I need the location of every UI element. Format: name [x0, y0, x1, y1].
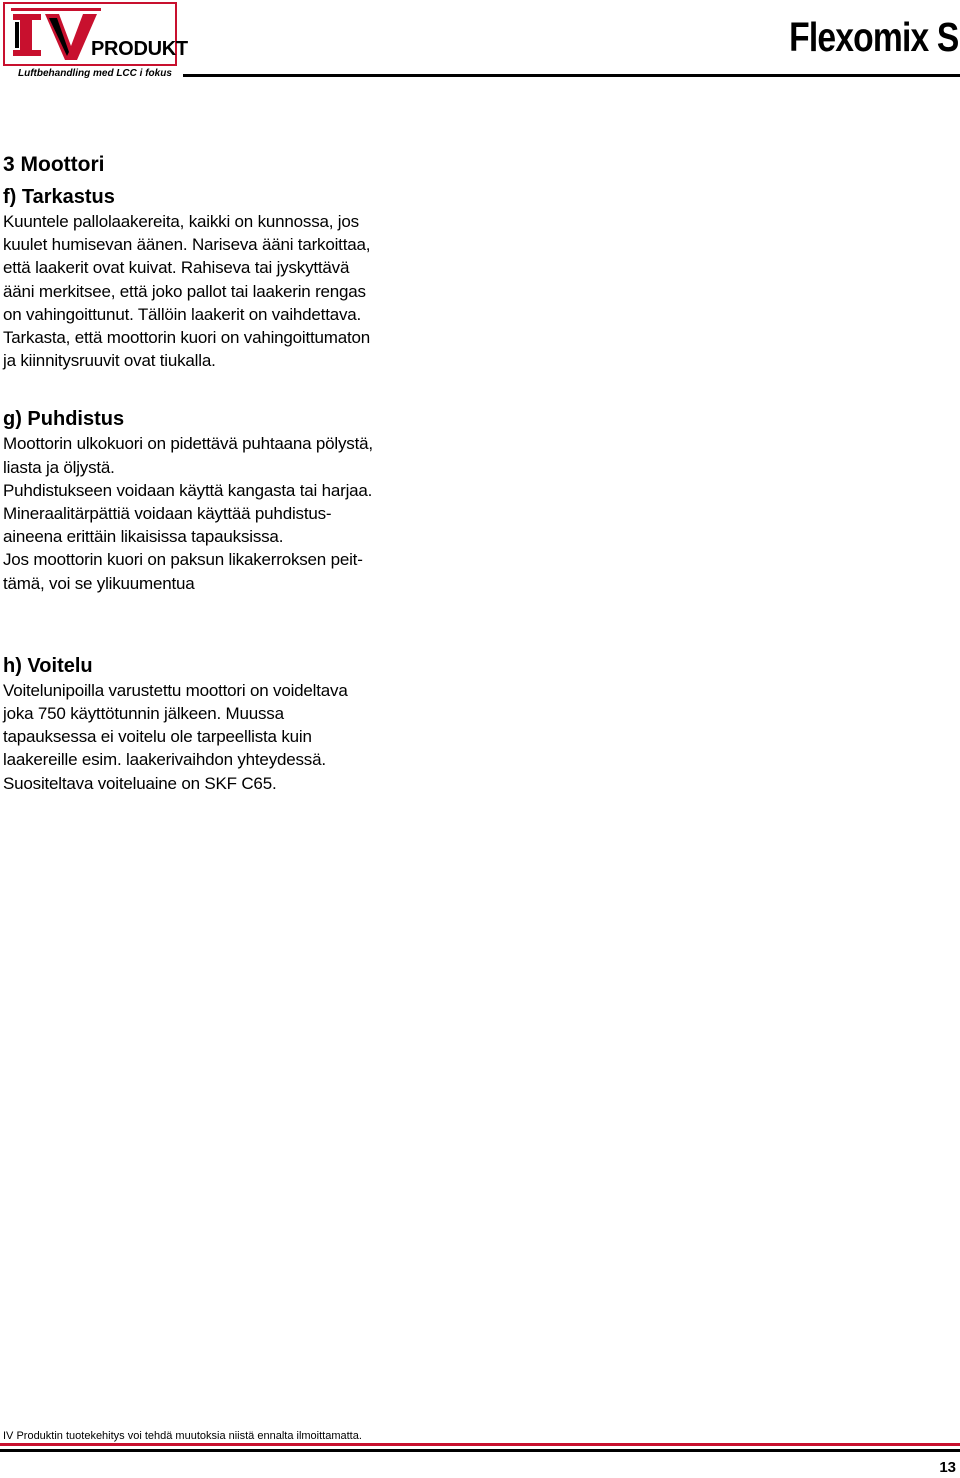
- body-line: ja kiinnitysruuvit ovat tiukalla.: [3, 351, 216, 371]
- body-line: laakereille esim. laakerivaihdon yhteydessä.: [3, 750, 326, 770]
- header-divider: [183, 74, 960, 77]
- document-content: [3, 150, 523, 795]
- body-line: Moottorin ulkokuori on pidettävä puhtaana pölystä,: [3, 434, 373, 454]
- spacer: [3, 595, 523, 653]
- body-line: Mineraalitärpättiä voidaan käyttää puhdistus-: [3, 504, 332, 524]
- section-lubrication: [3, 653, 523, 795]
- body-line: joka 750 käyttötunnin jälkeen. Muussa: [3, 704, 284, 724]
- body-line: ääni merkitsee, että joko pallot tai laakerin rengas: [3, 281, 366, 301]
- body-line: Jos moottorin kuori on paksun likakerroksen peit-: [3, 550, 363, 570]
- chapter-title: 3 Moottori: [3, 153, 105, 176]
- section-title: g) Puhdistus: [3, 408, 125, 431]
- footer-disclaimer: IV Produktin tuotekehitys voi tehdä muutoksia niistä ennalta ilmoittamatta.: [3, 1430, 362, 1442]
- product-title: Flexomix S: [788, 14, 958, 60]
- company-tagline: Luftbehandling med LCC i fokus: [18, 68, 172, 79]
- spacer: [3, 372, 523, 406]
- body-line: liasta ja öljystä.: [3, 457, 115, 477]
- body-line: aineena erittäin likaisissa tapauksissa.: [3, 527, 284, 547]
- section-inspection: [3, 184, 523, 372]
- section-title: h) Voitelu: [3, 654, 93, 677]
- body-line: Kuuntele pallolaakereita, kaikki on kunnossa, jos: [3, 212, 359, 231]
- section-title: f) Tarkastus: [3, 186, 115, 208]
- body-line: Tarkasta, että moottorin kuori on vahingoittumaton: [3, 328, 371, 348]
- footer-divider-red: [0, 1443, 960, 1446]
- page-number: 13: [939, 1459, 956, 1476]
- body-line: Puhdistukseen voidaan käyttä kangasta tai harjaa.: [3, 480, 373, 500]
- section-body: [3, 432, 523, 594]
- body-line: Suositeltava voiteluaine on SKF C65.: [3, 773, 277, 793]
- section-body: [3, 210, 523, 372]
- body-line: on vahingoittunut. Tällöin laakerit on vaihdettava.: [3, 304, 362, 324]
- body-line: että laakerit ovat kuivat. Rahiseva tai jyskyttävä: [3, 258, 350, 278]
- body-line: tapauksessa ei voitelu ole tarpeellista kuin: [3, 727, 312, 747]
- body-line: kuulet humisevan äänen. Nariseva ääni tarkoittaa,: [3, 235, 371, 255]
- footer-divider-black: [0, 1449, 960, 1452]
- section-body: [3, 679, 523, 795]
- body-line: tämä, voi se ylikuumentua: [3, 573, 195, 593]
- company-logo: [3, 2, 188, 66]
- section-cleaning: [3, 406, 523, 594]
- body-line: Voitelunipoilla varustettu moottori on voideltava: [3, 680, 348, 700]
- logo-wordmark: PRODUKT: [91, 38, 188, 60]
